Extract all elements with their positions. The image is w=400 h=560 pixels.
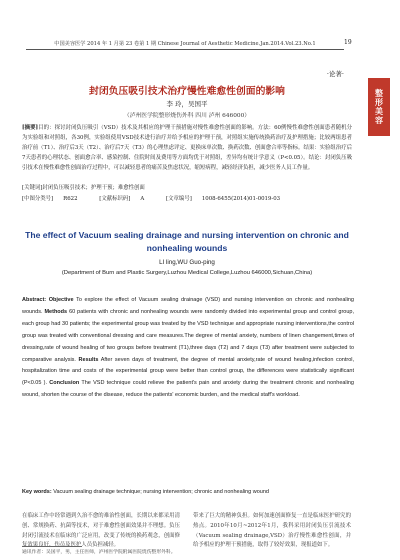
doc-code-value: A	[140, 196, 145, 202]
results-label: Results	[78, 356, 99, 363]
en-title: The effect of Vacuum sealing drainage and nursing intervention on chronic and nonhealing wounds	[25, 230, 349, 253]
en-keywords-label: Key words:	[22, 489, 52, 495]
section-side-tab: 整形美容	[368, 78, 390, 136]
doc-code-block	[99, 196, 154, 202]
clc-block	[22, 196, 88, 202]
en-abstract	[22, 295, 354, 402]
header-rule	[26, 49, 344, 50]
en-keywords-text: Vacuum sealing drainage technique; nursing intervention; chronic and nonhealing wound	[53, 489, 269, 495]
en-authors: LI ling,WU Guo-ping	[159, 259, 215, 266]
conclusion-label: Conclusion	[49, 380, 80, 387]
methods-text: 60 patients with chronic and nonhealing wounds were randomly divided into experimental group and control group, each group had 30 patients; the experimental group was treated by the VSD technique and appropriate nursing interventions,the control group was treated with conventional dressing and care measures.The degree of mental anxiety, numbers of linen changement,times of dressing,rate of wound healing of two groups before treatment (T1),three days (T2) and 7 days (T3) after treatment were subjected to comparative analysis.	[22, 308, 355, 363]
zh-affiliation: （泸州医学院整形烧伤外科 四川 泸州 646000）	[123, 113, 251, 119]
footnote-rule	[22, 546, 82, 547]
clc-label: [中图分类号]	[22, 196, 54, 202]
results-text: After seven days of treatment, the degree of mental anxiety,rate of wound healing,infection control, hospitalization time and costs of the experimental group were better than control group, the differences were statistically significant (P<0.05 ).	[22, 356, 355, 387]
footnote: 通讯作者：吴国平，男，主任医师，泸州医学院附属医院烧伤整形外科。	[22, 550, 176, 555]
methods-label: Methods	[44, 308, 68, 315]
doc-code-label: [文献标识码]	[99, 196, 131, 202]
en-affiliation: (Department of Burn and Plastic Surgery,Luzhou Medical College,Luzhou 646000,Sichuan,China)	[61, 270, 313, 276]
zh-keywords	[22, 183, 352, 191]
zh-keywords-label: [关键词]	[22, 185, 43, 191]
en-abstract-label: Abstract:	[22, 297, 47, 303]
zh-title: 封闭负压吸引技术治疗慢性难愈性创面的影响	[89, 86, 285, 97]
clc-value: R622	[63, 196, 78, 202]
conclusion-text: The VSD technique could relieve the patient's pain and anxiety during the treatment chronic and nonhealing wound, shorten the course of the disease, reduce the patients' economic burden, and the medical staff's workload.	[22, 380, 354, 399]
zh-classification	[22, 194, 352, 202]
objective-text: To explore the effect of Vacuum sealing drainage (VSD) and nursing intervention on chronic and nonhealing wounds.	[22, 297, 354, 315]
article-id-label: [文章编号]	[166, 196, 192, 202]
zh-authors: 李 玲，吴国平	[166, 100, 208, 108]
objective-label: Objective	[48, 297, 74, 303]
section-label: ·论著·	[326, 70, 344, 78]
article-id-block	[166, 196, 290, 202]
zh-abstract-label: [摘要]	[22, 125, 39, 131]
article-id-value: 1008-6455(2014)01-0019-03	[201, 196, 281, 202]
page-number: 19	[344, 39, 352, 46]
zh-keywords-text: 封闭负压吸引技术；护理干预；难愈性创面	[42, 185, 145, 191]
zh-abstract-text: 目的：探讨封闭负压吸引（VSD）技术及其相应的护理干预措施对慢性难愈性创面的影响。方法：60例慢性难愈性创面患者随机分为实验组和对照组，各30例，实验组使用VSD技术进行治疗并给予相应的护理干预，对照组实施传统换药治疗及护理措施；比较两组患者治疗前（T1）、治疗后3天（T2）、治疗后7天（T3）的心理焦虑评定、更换床单次数、换药次数、创面愈合率等指标。结果：实验组治疗后7天患者的心理状态、创面愈合率、感染控制、住院时间及费用等方面均优于对照组，差异均有统计学意义（P<0.05）。结论：封闭负压吸引技术在慢性难愈性创面治疗过程中，可以减轻患者的痛苦及焦虑状况，缩短病程，减轻经济负担，减少医务人员工作量。	[22, 125, 352, 171]
zh-abstract	[22, 123, 352, 173]
running-head: 中国美容医学 2014 年 1 月第 23 卷第 1 期 Chinese Journal of Aesthetic Medicine.Jan.2014.Vol.23.No.1	[54, 41, 316, 47]
body-column-left: 在临床工作中经常遇到久治不愈的难治性创面，长期以来都采用清创、常规换药、抗菌等技术，对于难愈性创面效果并不理想。负压封闭引流技术在临床的广泛应用，改变了传统的换药观念，创面修复效果良好，伤员及医护人员负担减轻。	[22, 513, 180, 549]
en-keywords	[22, 489, 354, 495]
body-column-right: 带来了巨大的精神负担。如何加速创面修复一直是临床医护研究的热点。2010年10月~2012年1月，我科采用封闭负压引流技术（Vacuum sealing drainage,VSD）治疗慢性难愈性创面，并给予相应的护理干预措施，取得了较好效果，现报道如下。	[193, 513, 351, 549]
